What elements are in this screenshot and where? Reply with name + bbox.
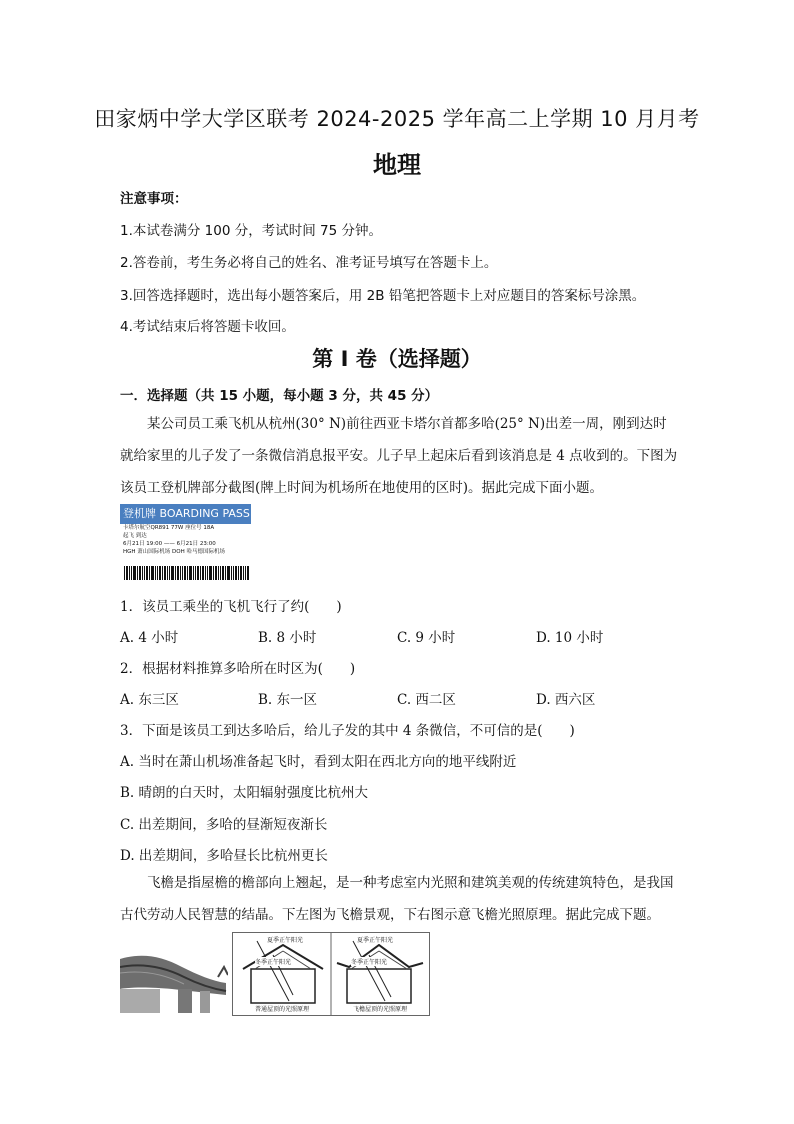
barcode-icon [124,566,249,580]
notice-item: 1.本试卷满分 100 分，考试时间 75 分钟。 [120,223,382,239]
notice-item: 2.答卷前，考生务必将自己的姓名、准考证号填写在答题卡上。 [120,255,498,271]
option-d: D. 出差期间，多哈昼长比杭州更长 [120,848,328,864]
option-b: B. 8 小时 [258,630,317,646]
boarding-pass-flight: 卡塔尔航空QR891 77W 座位号 18A [123,525,215,531]
option-c: C. 西二区 [397,692,456,708]
boarding-pass-airports: HGH 萧山国际机场 DOH 哈马德国际机场 [123,549,225,555]
boarding-pass-labels: 起飞 到达 [123,533,147,539]
subject-title: 地理 [373,151,421,179]
right-summer-label: 夏季正午阳光 [357,937,394,944]
material-paragraph: 飞檐是指屋檐的檐部向上翘起，是一种考虑室内光照和建筑美观的传统建筑特色，是我国古代劳动人民智慧的结晶。下左图为飞檐景观，下右图示意飞檐光照原理。据此完成下题。 [120,875,674,923]
question-stem: 2．根据材料推算多哈所在时区为( ) [120,661,356,677]
notice-item: 3.回答选择题时，选出每小题答案后，用 2B 铅笔把答题卡上对应题目的答案标号涂黑。 [120,288,646,304]
right-caption: 飞檐屋顶的光照原理 [353,1006,408,1013]
option-a: A. 东三区 [120,692,179,708]
boarding-pass-times: 6月21日 19:00 —— 6月21日 23:00 [123,541,216,547]
left-summer-label: 夏季正午阳光 [267,937,304,944]
option-a: A. 当时在萧山机场准备起飞时，看到太阳在西北方向的地平线附近 [120,754,517,770]
option-b: B. 东一区 [258,692,318,708]
exam-title: 田家炳中学大学区联考 2024-2025 学年高二上学期 10 月月考 [94,107,700,131]
option-d: D. 西六区 [536,692,596,708]
notice-heading: 注意事项： [120,191,188,207]
option-b: B. 晴朗的白天时，太阳辐射强度比杭州大 [120,785,369,801]
boarding-pass-header: 登机牌 BOARDING PASS [120,504,251,524]
section-title: 第 I 卷（选择题） [312,347,482,371]
option-a: A. 4 小时 [120,630,179,646]
right-winter-label: 冬季正午阳光 [351,959,388,966]
boarding-pass-image [120,504,251,582]
eave-diagram-drawing [233,933,429,1015]
material-paragraph: 某公司员工乘飞机从杭州(30° N)前往西亚卡塔尔首都多哈(25° N)出差一周，刚到达时就给家里的儿子发了一条微信消息报平安。儿子早上起床后看到该消息是 4 点收到的。下图为该员工登机牌部分截图(牌上时间为机场所在地使用的区时)。据此完成下面小题。 [120,416,678,496]
notice-item: 4.考试结束后将答题卡收回。 [120,319,295,335]
option-c: C. 9 小时 [397,630,456,646]
option-c: C. 出差期间，多哈的昼渐短夜渐长 [120,817,328,833]
question-stem: 3．下面是该员工到达多哈后，给儿子发的其中 4 条微信，不可信的是( ) [120,723,575,739]
left-caption: 普通屋顶的光照原理 [255,1006,310,1013]
flying-eave-photo [120,937,228,1013]
option-d: D. 10 小时 [536,630,604,646]
question-stem: 1．该员工乘坐的飞机飞行了约( ) [120,599,342,615]
left-winter-label: 冬季正午阳光 [255,959,292,966]
part-heading: 一．选择题（共 15 小题，每小题 3 分，共 45 分） [120,388,439,404]
eave-light-diagram [232,932,430,1016]
